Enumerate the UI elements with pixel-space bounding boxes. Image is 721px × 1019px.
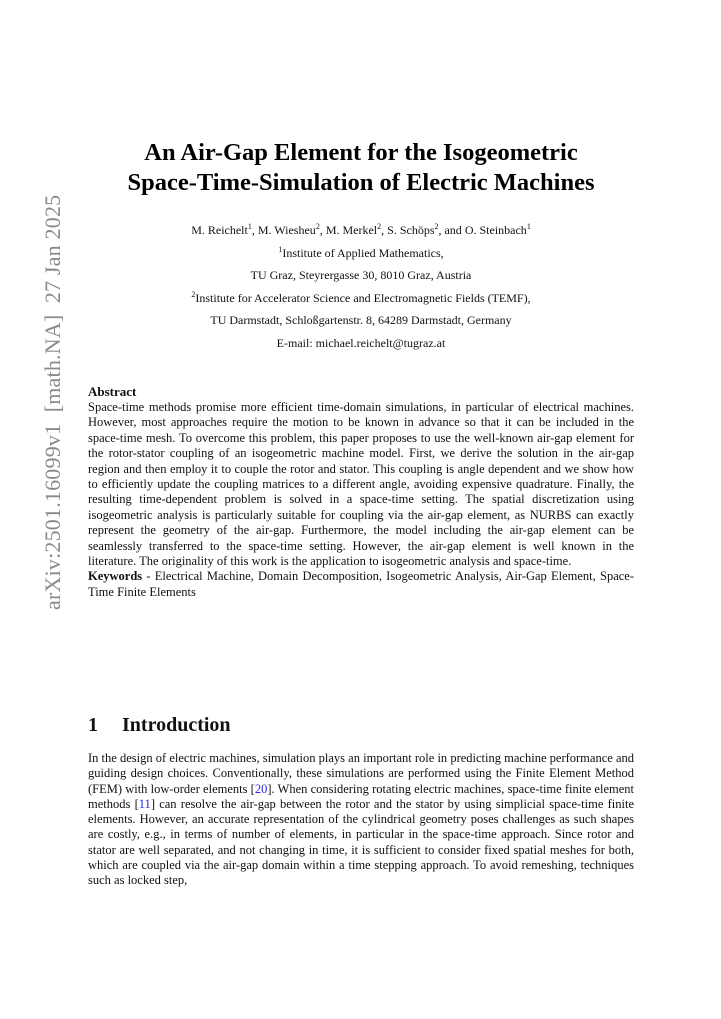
affiliation-2-mark: 2 [191,289,196,299]
keywords-text: - Electrical Machine, Domain Decomposition, Isogeometric Analysis, Air-Gap Element, Space-Time Finite Elements [88,569,634,599]
section-title: Introduction [122,714,231,736]
arxiv-watermark: arXiv:2501.16099v1 [math.NA] 27 Jan 2025 [40,194,65,610]
author-affiliation-mark: 2 [377,222,382,231]
author-affiliation-mark: 1 [247,222,252,231]
citation-link-11[interactable]: 11 [138,796,151,811]
paper-title [88,138,634,198]
section-number: 1 [88,714,98,736]
author-affiliation-mark: 2 [315,222,320,231]
author-list [88,219,634,242]
author-separator: , [381,223,388,237]
abstract-section [88,384,634,600]
affiliation-1-line-1: $^1$Institute of Applied Mathematics, [278,244,444,260]
citation-link-20[interactable]: 20 [254,781,268,796]
affiliation-1-mark: 1 [278,244,283,254]
author-name: M. Reichelt [191,223,248,237]
affiliation-2-line-1: $^2$Institute for Accelerator Science and Electromagnetic Fields (TEMF), [191,289,531,305]
section-heading-introduction [88,712,634,738]
author-block [88,219,634,354]
author-separator: , [319,223,326,237]
affiliation-1-line-2: TU Graz, Steyrergasse 30, 8010 Graz, Austria [250,268,472,282]
keywords-label: Keywords [88,569,143,584]
abstract-text: Space-time methods promise more efficient time-domain simulations, in particular of electrical machines. However, most approaches require the motion to be known in advance so that it can be included in the space-time mesh. To overcome this problem, this paper proposes to use the well-known air-gap element for the rotor-stator coupling of an isogeometric machine model. First, we derive the solution in the air-gap region and then employ it to couple the rotor and stator. This coupling is angle dependent and we show how to efficiently update the coupling matrices to a different angle, avoiding expensive quadrature. Finally, the resulting time-dependent problem is solved in a space-time setting. The spatial discretization using isogeometric analysis is particularly suitable for coupling via the air-gap element, as NURBS can exactly represent the geometry of the air-gap. Furthermore, the model including the air-gap element can be seamlessly transferred to the space-time setting. However, the air-gap element is well known in the literature. The originality of this work is the application to isogeometric analysis and space-time. [88,400,634,569]
contact-email: E-mail: michael.reichelt@tugraz.at [276,335,446,350]
author-name: S. Schöps [387,223,435,237]
author-separator: , [251,223,258,237]
introduction-paragraph: In the design of electric machines, simulation plays an important role in predicting machine performance and guiding design choices. Conventionally, these simulations are performed using the Finite Element Method (FEM) with low-order elements [20]. When considering rotating electric machines, space-time finite element methods [11] can resolve the air-gap between the rotor and the stator by using simplicial space-time finite elements. However, an accurate representation of the cylindrical geometry poses challenges as such shapes are costly, e.g., in terms of number of elements, in particular in the space-time approach. Since rotor and stator are well separated, and not changing in time, it is sufficient to consider fixed spatial meshes for both, which are coupled via the air-gap domain within a time stepping approach. To avoid remeshing, techniques such as locked step, [88,751,634,888]
title-line-2: Space-Time-Simulation of Electric Machines [127,169,595,196]
abstract-heading: Abstract [88,384,137,399]
title-line-1: An Air-Gap Element for the Isogeometric [144,139,578,166]
author-affiliation-mark: 1 [526,222,531,231]
author-affiliation-mark: 2 [434,222,439,231]
author-name: M. Merkel [325,223,378,237]
keywords [88,569,634,600]
author-separator: , and [438,223,465,237]
introduction-body [88,751,634,889]
affiliation-2-line-2: TU Darmstadt, Schloßgartenstr. 8, 64289 Darmstadt, Germany [210,313,512,327]
author-name: O. Steinbach [464,223,527,237]
author-name: M. Wiesheu [257,223,316,237]
